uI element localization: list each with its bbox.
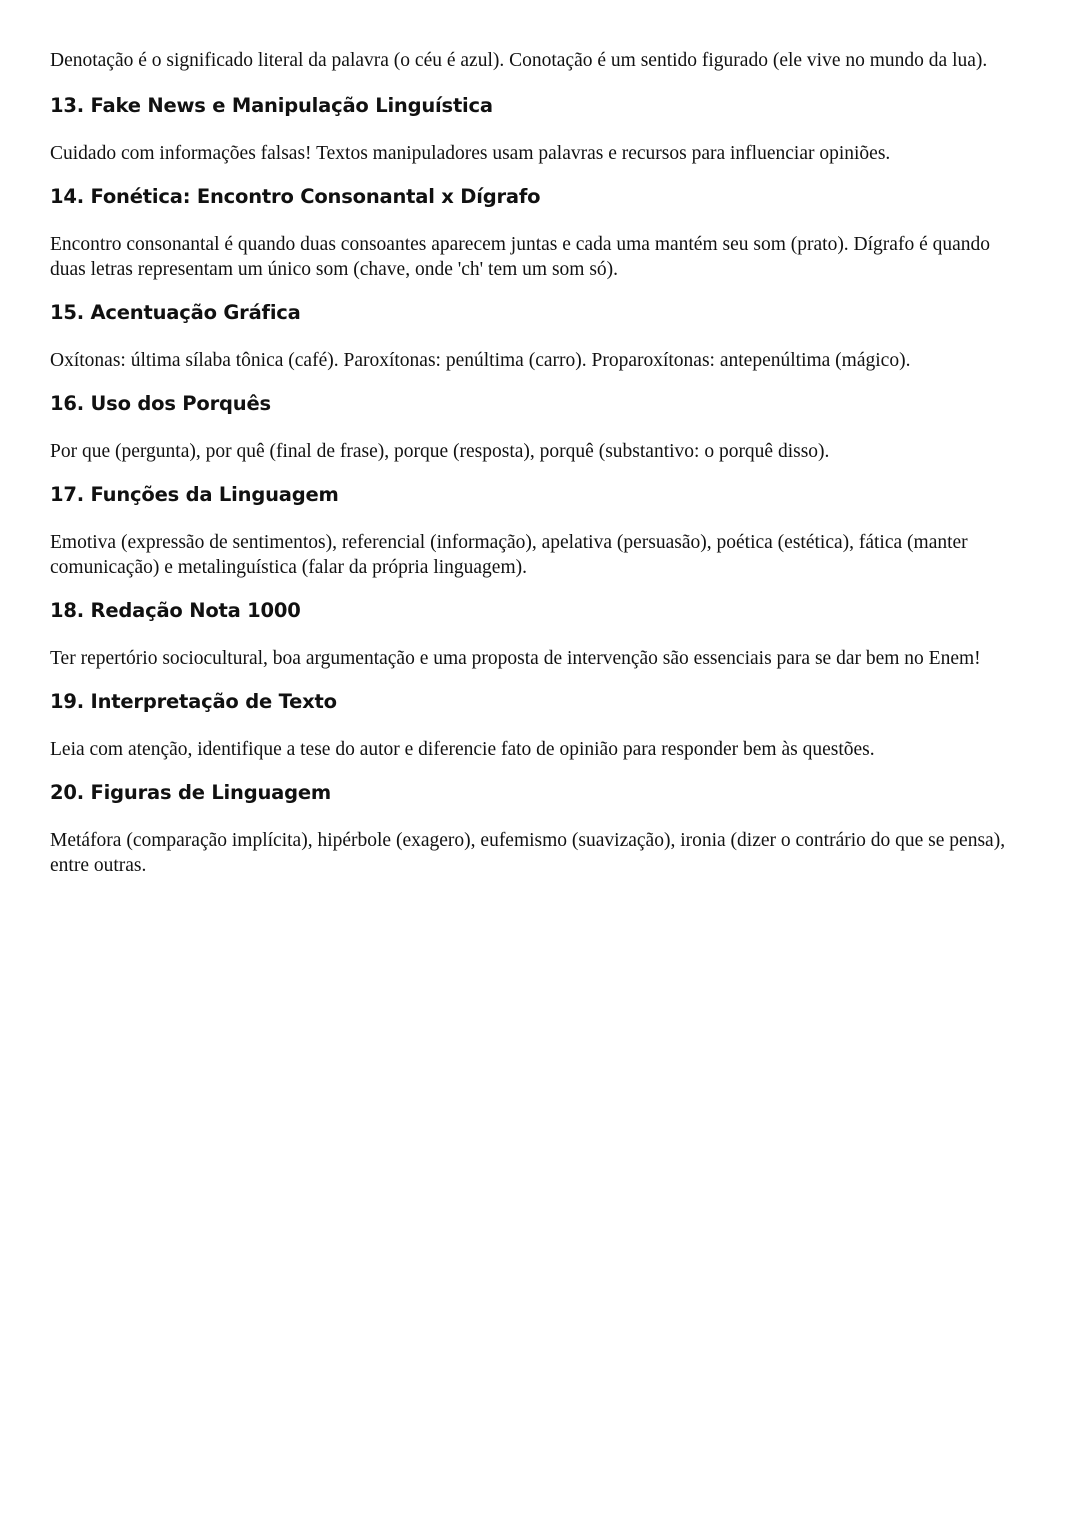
- section-title: 20. Figuras de Linguagem: [50, 781, 332, 804]
- section-14: [50, 184, 1030, 282]
- intro-paragraph: Denotação é o significado literal da palavra (o céu é azul). Conotação é um sentido figurado (ele vive no mundo da lua).: [50, 50, 988, 71]
- section-title: 14. Fonética: Encontro Consonantal x Dígrafo: [50, 185, 541, 208]
- section-title: 15. Acentuação Gráfica: [50, 301, 301, 324]
- section-18: [50, 598, 1030, 671]
- section-title: 13. Fake News e Manipulação Linguística: [50, 94, 493, 117]
- section-body: Leia com atenção, identifique a tese do autor e diferencie fato de opinião para responder bem às questões.: [50, 739, 875, 760]
- section-16: [50, 391, 1030, 464]
- section-20: [50, 780, 1030, 878]
- section-17: [50, 482, 1030, 580]
- document-page: [50, 48, 1030, 896]
- section-body: Encontro consonantal é quando duas consoantes aparecem juntas e cada uma mantém seu som (prato). Dígrafo é quando duas letras representam um único som (chave, onde 'ch' tem um som só).: [50, 234, 991, 280]
- section-title: 17. Funções da Linguagem: [50, 483, 339, 506]
- section-body: Ter repertório sociocultural, boa argumentação e uma proposta de intervenção são essenciais para se dar bem no Enem!: [50, 648, 981, 669]
- section-15: [50, 300, 1030, 373]
- section-body: Cuidado com informações falsas! Textos manipuladores usam palavras e recursos para influenciar opiniões.: [50, 143, 891, 164]
- section-body: Oxítonas: última sílaba tônica (café). Paroxítonas: penúltima (carro). Proparoxítonas: antepenúltima (mágico).: [50, 350, 911, 371]
- section-body: Metáfora (comparação implícita), hipérbole (exagero), eufemismo (suavização), ironia (dizer o contrário do que se pensa), entre outras.: [50, 830, 1006, 876]
- section-13: [50, 93, 1030, 166]
- section-body: Emotiva (expressão de sentimentos), referencial (informação), apelativa (persuasão), poética (estética), fática (manter comunicação) e metalinguística (falar da própria linguagem).: [50, 532, 968, 578]
- section-19: [50, 689, 1030, 762]
- section-body: Por que (pergunta), por quê (final de frase), porque (resposta), porquê (substantivo: o porquê disso).: [50, 441, 830, 462]
- section-title: 18. Redação Nota 1000: [50, 599, 301, 622]
- section-title: 19. Interpretação de Texto: [50, 690, 337, 713]
- section-title: 16. Uso dos Porquês: [50, 392, 271, 415]
